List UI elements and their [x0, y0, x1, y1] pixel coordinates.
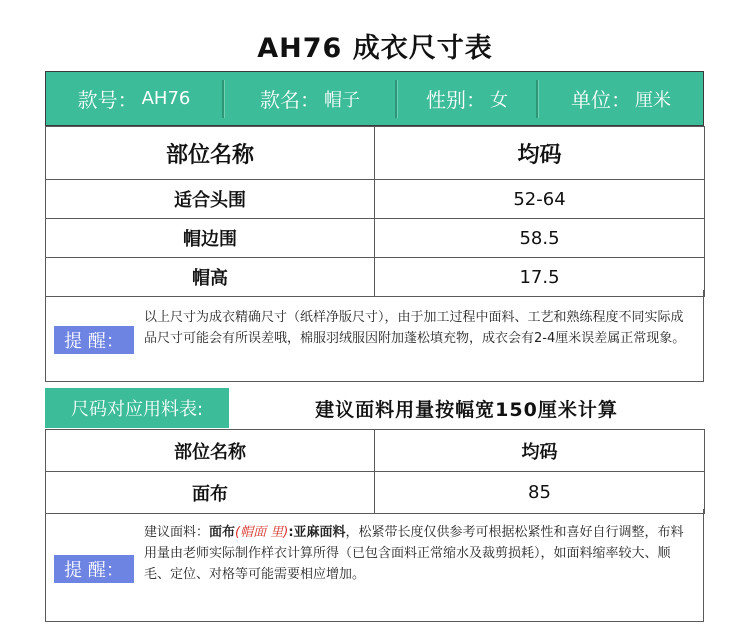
reminder-text — [144, 522, 695, 585]
usage-tag: 尺码对应用料表: — [45, 388, 229, 428]
fabric-note: (帽面 里) — [235, 525, 289, 540]
part-value: 52-64 — [375, 180, 705, 219]
part-name: 帽边围 — [46, 219, 375, 258]
fabric-name: 面布 — [209, 525, 236, 540]
page-title: AH76 成衣尺寸表 — [257, 33, 493, 64]
table-row — [46, 180, 705, 219]
reminder-badge: 提 醒： — [54, 326, 134, 354]
size-reminder-note — [45, 290, 704, 382]
usage-table-header — [46, 430, 705, 472]
size-table — [45, 126, 705, 297]
usage-table — [45, 429, 705, 514]
style-name-label: 款名： — [260, 88, 320, 112]
gender-cell — [398, 72, 536, 125]
style-name-value: 帽子 — [324, 89, 360, 111]
usage-header-bar — [45, 388, 704, 428]
part-name: 适合头围 — [46, 180, 375, 219]
part-value: 85 — [375, 472, 705, 514]
part-value: 17.5 — [375, 258, 705, 297]
unit-label: 单位： — [571, 88, 631, 112]
unit-cell — [539, 72, 703, 125]
gender-label: 性别： — [426, 88, 486, 112]
part-name: 面布 — [46, 472, 375, 514]
table-row — [46, 219, 705, 258]
fabric-type: :亚麻面料 — [288, 525, 346, 540]
col-part-header: 部位名称 — [46, 127, 375, 180]
table-row — [46, 472, 705, 514]
fabric-detail: ，松紧带长度仅供参考可根据松紧性和喜好自行调整，布料用量由老师实际制作样衣计算所得（已包含面料正常缩水及裁剪损耗），如面料缩率较大、顺毛、定位、对格等可能需要相应增加。 — [144, 525, 684, 582]
fabric-prefix: 建议面料： — [144, 525, 210, 540]
col-size-header: 均码 — [375, 127, 705, 180]
fabric-reminder-note — [45, 509, 704, 622]
style-no-value: AH76 — [141, 88, 191, 109]
style-name-cell — [225, 72, 395, 125]
part-value: 58.5 — [375, 219, 705, 258]
style-no-cell — [46, 72, 222, 125]
part-name: 帽高 — [46, 258, 375, 297]
usage-description: 建议面料用量按幅宽150厘米计算 — [315, 398, 618, 421]
size-table-header — [46, 127, 705, 180]
gender-value: 女 — [490, 89, 508, 111]
col-part-header: 部位名称 — [46, 430, 375, 472]
info-header-bar — [45, 71, 704, 126]
style-no-label: 款号： — [77, 88, 138, 112]
reminder-text: 以上尺寸为成衣精确尺寸（纸样净版尺寸），由于加工过程中面料、工艺和熟练程度不同实际成品尺寸可能会有所误差哦，棉服羽绒服因附加蓬松填充物，成衣会有2-4厘米误差属正常现象。 — [144, 310, 686, 346]
reminder-badge: 提 醒： — [54, 555, 134, 583]
col-size-header: 均码 — [375, 430, 705, 472]
unit-value: 厘米 — [635, 89, 671, 111]
